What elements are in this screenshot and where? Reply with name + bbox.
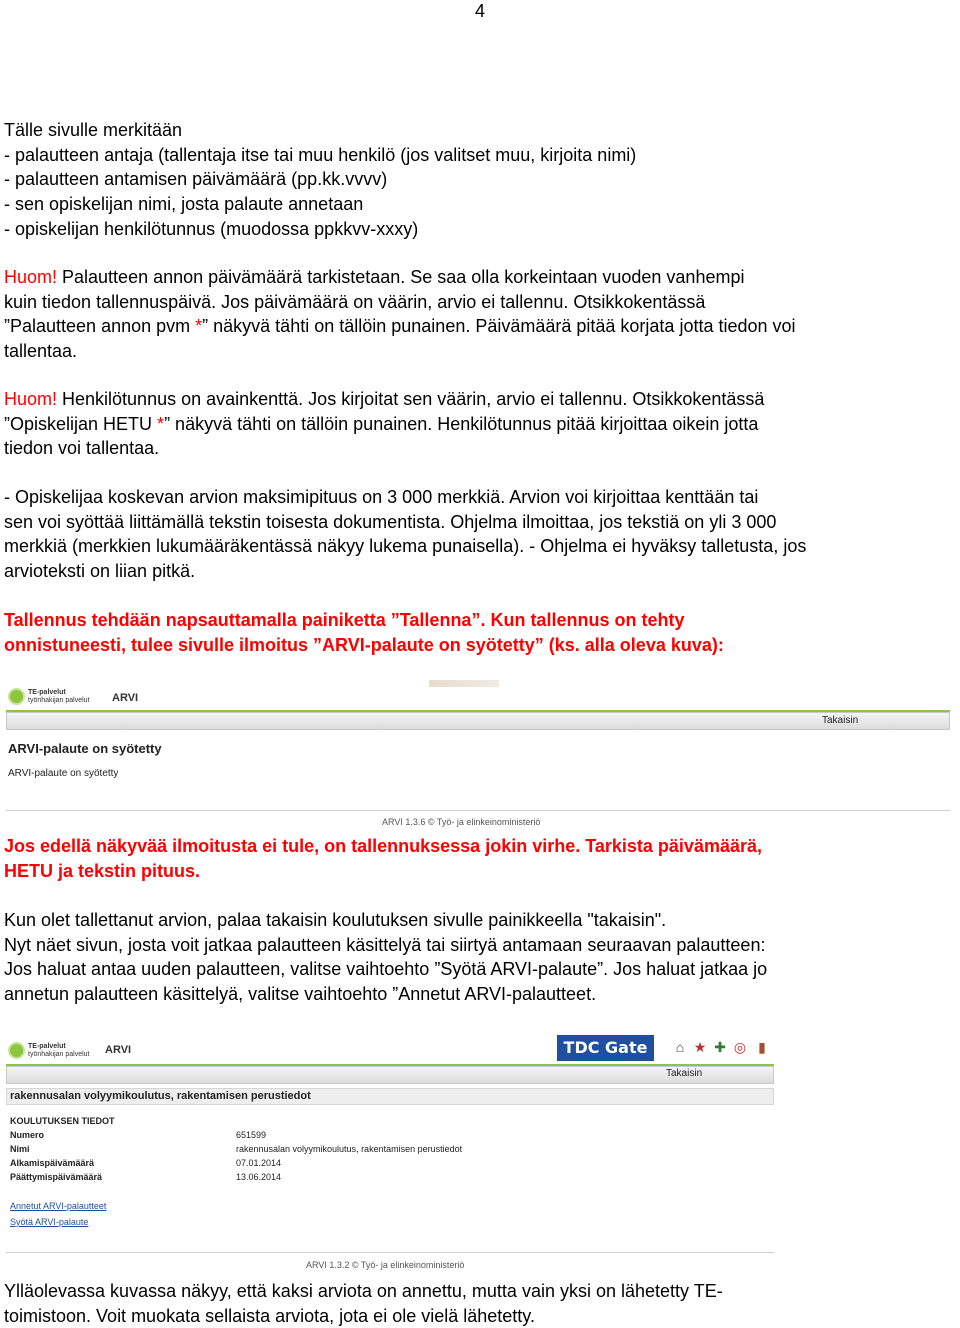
logo-brand: TE-palvelut [28,1042,66,1050]
intro-item: - palautteen antaja (tallentaja itse tai muu henkilö (jos valitset muu, kirjoita nimi) [4,144,637,165]
intro-item: - sen opiskelijan nimi, josta palaute annetaan [4,194,364,215]
logo-sub: työnhakijan palvelut [28,696,90,704]
length-info [4,485,949,584]
home-icon[interactable]: ⌂ [675,1039,685,1055]
info-heading: KOULUTUKSEN TIEDOT [10,1116,115,1126]
field-label-number: Numero [10,1130,45,1140]
screenshot-course-page [4,1030,776,1277]
logo-icon [8,1042,25,1059]
app-name: ARVI [112,692,139,704]
field-value-end: 13.06.2014 [236,1172,282,1182]
intro-item: - opiskelijan henkilötunnus (muodossa ppkkvv-xxxy) [4,218,419,239]
save-info [4,608,949,657]
note-text: ”Opiskelijan HETU [4,413,158,434]
note-text: ” näkyvä tähti on tällöin punainen. Henkilötunnus pitää kirjoittaa oikein jotta [164,413,759,434]
footer-divider [6,1252,774,1253]
course-title: rakennusalan volyymikoulutus, rakentamisen perustiedot [10,1090,311,1102]
back-link[interactable]: Takaisin [822,715,859,726]
note-text: Henkilötunnus on avainkenttä. Jos kirjoitat sen väärin, arvio ei tallennu. Otsikkokentässä [57,389,765,409]
note-text: ” näkyvä tähti on tällöin punainen. Päivämäärä pitää korjata jotta tiedon voi [202,316,796,337]
confirmation-title: ARVI-palaute on syötetty [8,741,162,756]
paragraph-line: sen voi syöttää liittämällä tekstin toisesta dokumentista. Ohjelma ilmoittaa, jos tekstiä on yli 3 000 [4,511,777,532]
field-value-name: rakennusalan volyymikoulutus, rakentamisen perustiedot [236,1144,463,1154]
field-value-number: 651599 [236,1130,267,1140]
given-feedback-link[interactable]: Annetut ARVI-palautteet [10,1201,107,1211]
add-icon[interactable]: ✚ [714,1039,726,1055]
logout-icon[interactable]: ▮ [758,1039,766,1055]
note-prefix: Huom! [4,267,58,287]
te-palvelut-logo [8,1042,90,1059]
enter-feedback-link[interactable]: Syötä ARVI-palaute [10,1217,89,1227]
closing-info [4,1279,949,1328]
app-name: ARVI [105,1044,132,1056]
bookmark-icon[interactable]: ★ [693,1039,707,1055]
error-info [4,834,949,883]
note-text: ”Palautteen annon pvm [4,316,196,337]
note-text: tallentaa. [4,341,78,362]
paragraph-line: - Opiskelijaa koskevan arvion maksimipituus on 3 000 merkkiä. Arvion voi kirjoittaa kenttään tai [4,487,759,507]
paragraph-line: HETU ja tekstin pituus. [4,860,201,881]
paragraph-line: merkkiä (merkkien lukumääräkentässä näkyy lukema punaisella). - Ohjelma ei hyväksy talletusta, jos [4,536,807,557]
paragraph-line: Jos haluat antaa uuden palautteen, valitse vaihtoehto ”Syötä ARVI-palaute”. Jos haluat jatkaa jo [4,959,768,980]
date-note [4,265,949,364]
field-value-start: 07.01.2014 [236,1158,282,1168]
hetu-note [4,387,949,461]
footer-copyright: ARVI 1.3.6 © Työ- ja elinkeinoministeriö [382,817,541,827]
note-text: tiedon voi tallentaa. [4,438,160,459]
paragraph-line: onnistuneesti, tulee sivulle ilmoitus ”ARVI-palaute on syötetty” (ks. alla oleva kuva): [4,634,724,655]
required-star: * [157,413,165,434]
nav-bar [6,1066,774,1084]
note-text: kuin tiedon tallennuspäivä. Jos päivämäärä on väärin, arvio ei tallennu. Otsikkokentässä [4,291,706,312]
te-palvelut-logo [8,688,90,705]
tab-strip [429,680,499,687]
logo-icon [8,688,25,705]
footer-divider [6,810,950,811]
back-link[interactable]: Takaisin [666,1068,703,1079]
paragraph-line: Nyt näet sivun, josta voit jatkaa palautteen käsittelyä tai siirtyä antamaan seuraavan palautteen: [4,934,766,955]
paragraph-line: Tallennus tehdään napsauttamalla painiketta ”Tallenna”. Kun tallennus on tehty [4,610,685,630]
intro-section [4,118,949,242]
nav-bar [6,712,950,730]
note-text: Palautteen annon päivämäärä tarkistetaan. Se saa olla korkeintaan vuoden vanhempi [57,267,745,287]
tdc-gate-logo: TDC Gate [557,1035,654,1061]
required-star: * [195,316,203,337]
paragraph-line: Kun olet tallettanut arvion, palaa takaisin koulutuksen sivulle painikkeella "takaisin". [4,910,667,930]
page-number: 4 [474,1,485,21]
help-icon[interactable]: ◎ [733,1039,747,1055]
intro-item: - palautteen antamisen päivämäärä (pp.kk.vvvv) [4,169,388,190]
confirmation-message: ARVI-palaute on syötetty [8,768,119,779]
intro-heading: Tälle sivulle merkitään [4,120,183,140]
paragraph-line: annetun palautteen käsittelyä, valitse vaihtoehto ”Annetut ARVI-palautteet. [4,984,597,1005]
note-prefix: Huom! [4,389,58,409]
paragraph-line: toimistoon. Voit muokata sellaista arviota, jota ei ole vielä lähetetty. [4,1305,535,1326]
logo-brand: TE-palvelut [28,688,66,696]
paragraph-line: Jos edellä näkyvää ilmoitusta ei tule, on tallennuksessa jokin virhe. Tarkista päivämäärä, [4,836,762,856]
paragraph-line: Ylläolevassa kuvassa näkyy, että kaksi arviota on annettu, mutta vain yksi on lähetetty TE- [4,1281,723,1301]
screenshot-confirmation [4,678,952,830]
field-label-end: Päättymispäivämäärä [10,1172,103,1182]
field-label-name: Nimi [10,1144,30,1154]
return-info [4,908,949,1007]
field-label-start: Alkamispäivämäärä [10,1158,95,1168]
logo-sub: työnhakijan palvelut [28,1050,90,1058]
paragraph-line: arvioteksti on liian pitkä. [4,561,196,582]
footer-copyright: ARVI 1.3.2 © Työ- ja elinkeinoministeriö [306,1260,465,1270]
